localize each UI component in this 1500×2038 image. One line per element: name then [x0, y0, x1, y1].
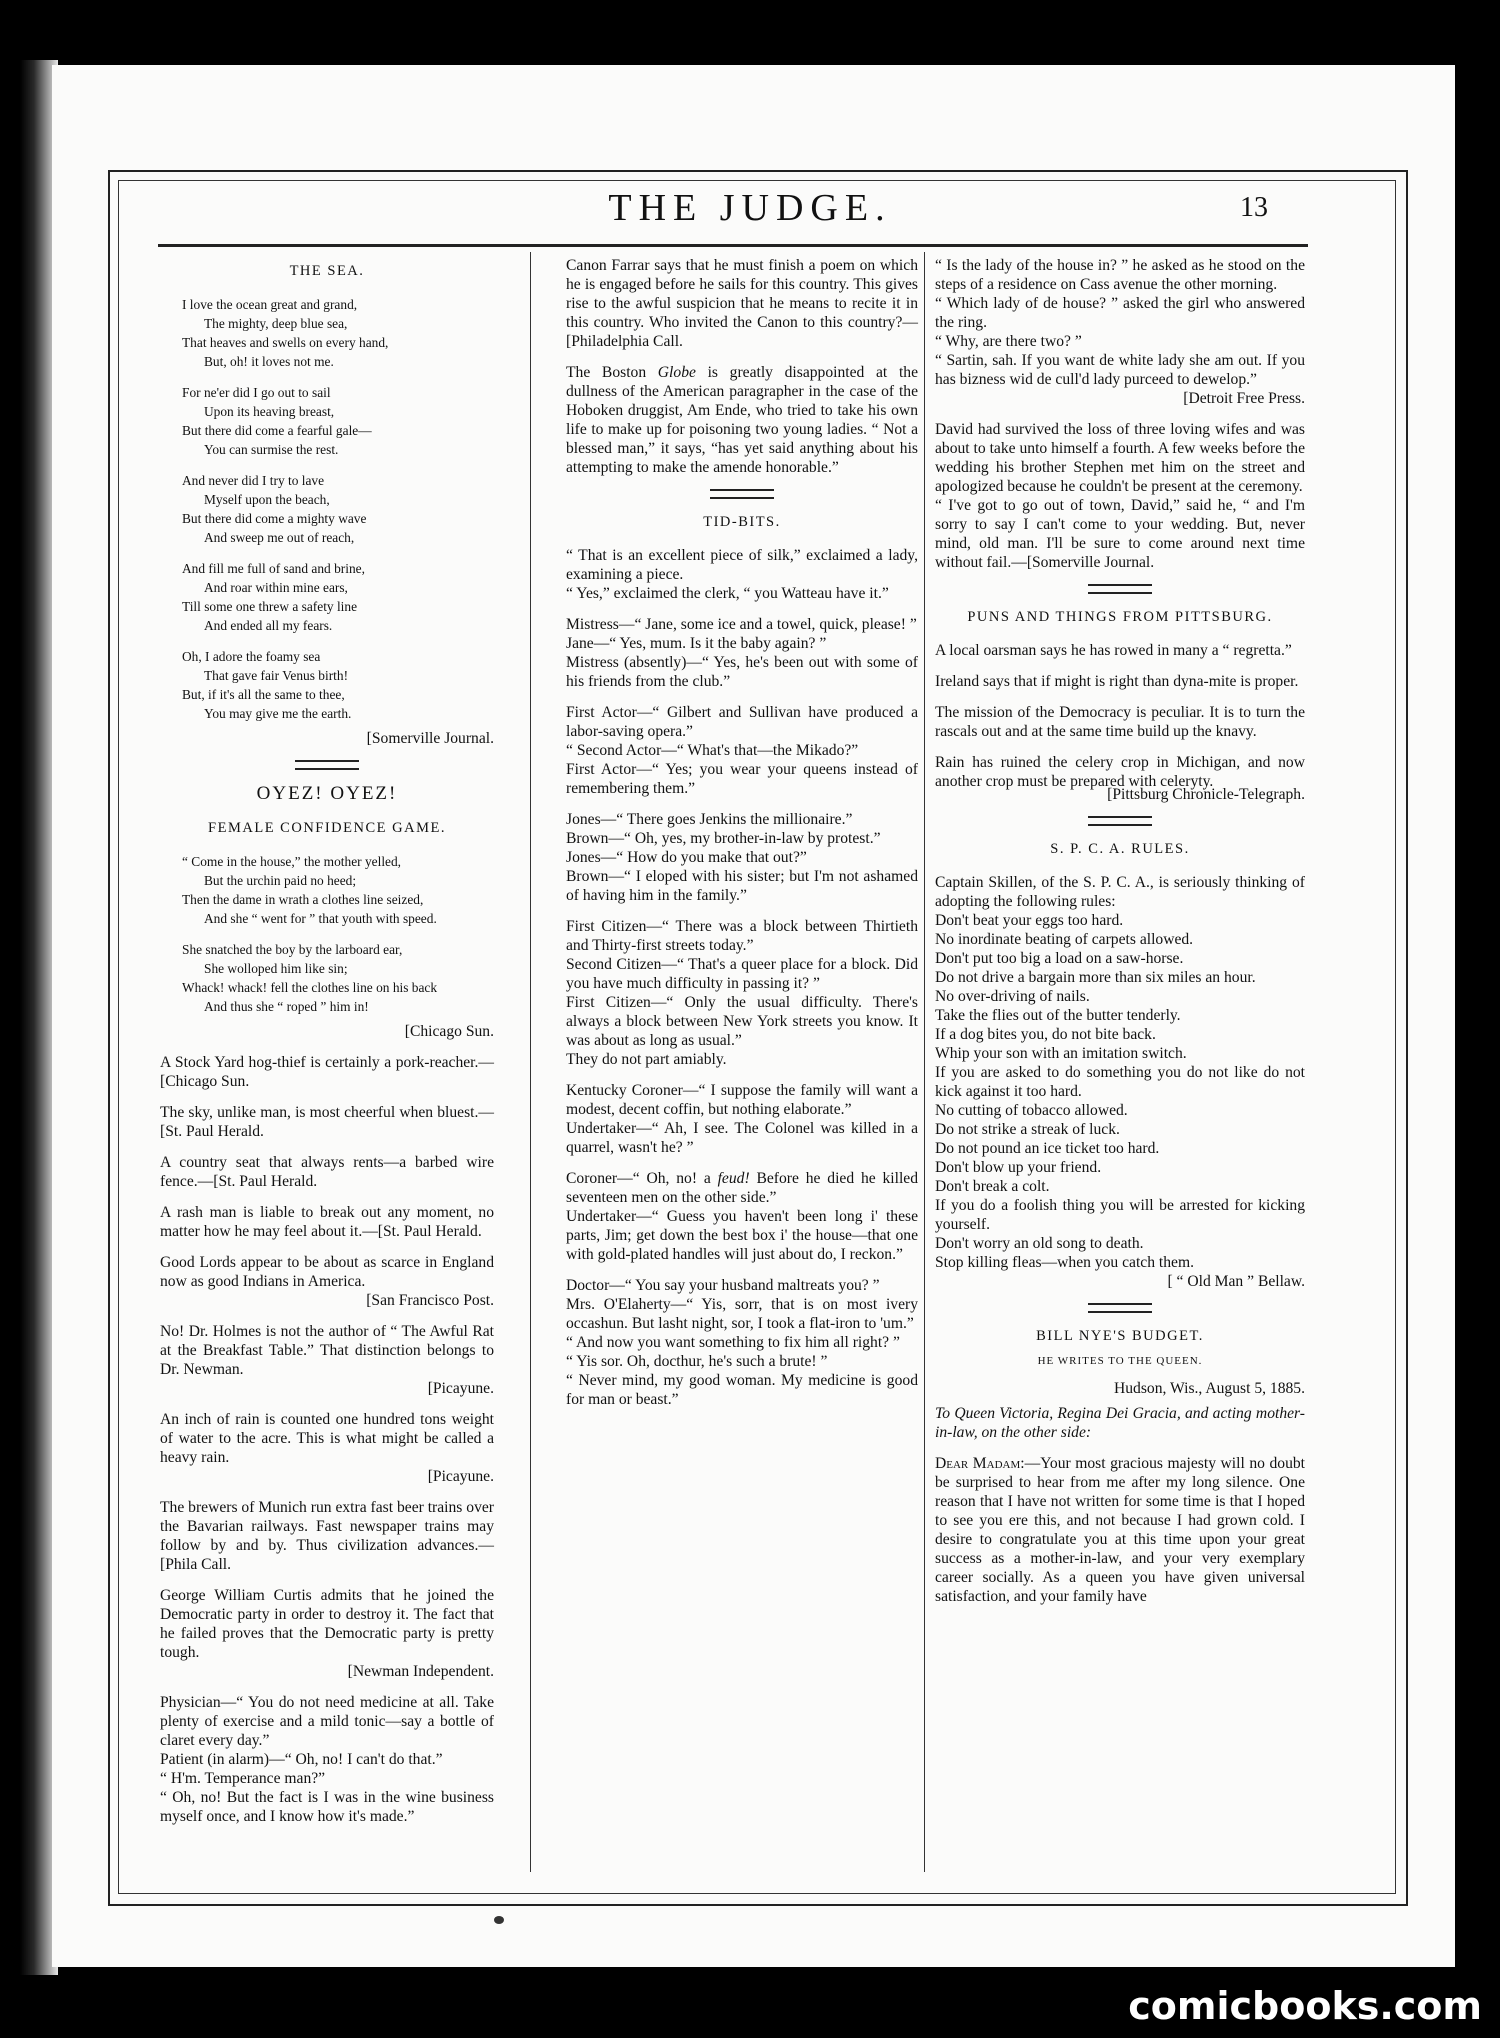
poem-line: And fill me full of sand and brine, [182, 561, 365, 576]
rule-item: If you are asked to do something you do not like do not kick against it too hard. [935, 1064, 1305, 1100]
tidbit-group [566, 546, 918, 603]
rule-item: Don't put too big a load on a saw-horse. [935, 950, 1184, 967]
ornament-rule [295, 760, 359, 770]
paragraph: Mistress (absently)—“ Yes, he's been out with some of his friends from the club.” [566, 654, 918, 690]
rule-item: Don't worry an old song to death. [935, 1235, 1144, 1252]
paragraph: Jane—“ Yes, mum. Is it the baby again? ” [566, 635, 827, 652]
address-line: To Queen Victoria, Regina Dei Gracia, and acting mother-in-law, on the other side: [935, 1405, 1305, 1441]
paragraph: Patient (in alarm)—“ Oh, no! I can't do that.” [160, 1751, 443, 1768]
rule-item: Don't blow up your friend. [935, 1159, 1102, 1176]
paragraph: A Stock Yard hog-thief is certainly a pork-reacher.—[Chicago Sun. [160, 1054, 494, 1090]
paragraph: Undertaker—“ Guess you haven't been long i' these parts, Jim; get down the best box i' the house—that one with gold-plated handles will just about do, I reckon.” [566, 1208, 918, 1263]
paragraph: They do not part amiably. [566, 1051, 727, 1068]
paragraph-boston-globe [566, 363, 918, 477]
poem-line: But, oh! it loves not me. [204, 354, 334, 369]
paragraph: A rash man is liable to break out any moment, no matter how he may feel about it.—[St. Paul Herald. [160, 1204, 494, 1240]
tidbits-list [566, 546, 918, 1157]
paragraph: “ Why, are there two? ” [935, 333, 1082, 350]
heading-tid-bits: TID-BITS. [703, 514, 781, 530]
paragraph: First Actor—“ Gilbert and Sullivan have produced a labor-saving opera.” [566, 704, 918, 740]
poem-line: But there did come a mighty wave [182, 511, 367, 526]
rule-item: No cutting of tobacco allowed. [935, 1102, 1128, 1119]
source-credit: [Pittsburg Chronicle-Telegraph. [1107, 786, 1305, 803]
column-divider [530, 252, 531, 1872]
poem-line: Till some one threw a safety line [182, 599, 358, 614]
tidbit-group [566, 1081, 918, 1157]
paragraph: Jones—“ There goes Jenkins the millionaire.” [566, 811, 853, 828]
heading-female-confidence-game: FEMALE CONFIDENCE GAME. [208, 820, 446, 836]
source-credit: [Chicago Sun. [404, 1023, 494, 1040]
paragraph: “ Yis sor. Oh, docthur, he's such a brute! ” [566, 1353, 828, 1370]
poem-line: And she “ went for ” that youth with speed. [204, 911, 437, 926]
tidbit-group [566, 615, 918, 691]
text: The Boston [566, 364, 658, 381]
paragraph-list [160, 1053, 494, 1826]
subheading-bill-nye: HE WRITES TO THE QUEEN. [1037, 1355, 1203, 1367]
poem-line: For ne'er did I go out to sail [182, 385, 331, 400]
paragraph: “ Yes,” exclaimed the clerk, “ you Watteau have it.” [566, 585, 889, 602]
poem-line: And sweep me out of reach, [204, 530, 355, 545]
source-credit: [Picayune. [427, 1380, 494, 1397]
poem-line: But, if it's all the same to thee, [182, 687, 345, 702]
stanza [182, 383, 494, 459]
paragraph [566, 1169, 918, 1207]
tidbit-group [566, 810, 918, 905]
paragraph: “ Sartin, sah. If you want de white lady she am out. If you has bizness wid de cull'd lady purceed to dewelop.” [935, 352, 1305, 388]
paragraph: The sky, unlike man, is most cheerful when bluest.—[St. Paul Herald. [160, 1104, 494, 1140]
heading-the-sea: THE SEA. [289, 263, 365, 279]
paragraph: First Actor—“ Yes; you wear your queens instead of remembering them.” [566, 761, 918, 797]
rule-item: Stop killing fleas—when you catch them. [935, 1254, 1194, 1271]
paragraph: Doctor—“ You say your husband maltreats you? ” [566, 1277, 880, 1294]
tidbit-group [566, 917, 918, 1069]
paragraph: The brewers of Munich run extra fast beer trains over the Bavarian railways. Fast newspaper trains may follow by and by. Thus civilization advances.—[Phila Call. [160, 1499, 494, 1573]
poem-line: And ended all my fears. [204, 618, 333, 633]
poem-line: And roar within mine ears, [204, 580, 348, 595]
paragraph: “ I've got to go out of town, David,” said he, “ and I'm sorry to say I can't come to your wedding. But, never mind, old man. I'll be sure to come around next time without fail.—[Somerville Journal. [935, 497, 1305, 571]
paragraph: A country seat that always rents—a barbed wire fence.—[St. Paul Herald. [160, 1154, 494, 1190]
poem-line: Whack! whack! fell the clothes line on his back [182, 980, 438, 995]
paragraph: The mission of the Democracy is peculiar. It is to turn the rascals out and at the same time build up the knavy. [935, 704, 1305, 740]
paragraph: “ H'm. Temperance man?” [160, 1770, 326, 1787]
salutation: Dear Madam: [935, 1455, 1025, 1472]
tidbit-group [566, 703, 918, 798]
page-number: 13 [1240, 192, 1268, 223]
poem-line: She snatched the boy by the larboard ear, [182, 942, 403, 957]
paragraph: A local oarsman says he has rowed in many a “ regretta.” [935, 642, 1292, 659]
poem-female-confidence-game [160, 852, 494, 1016]
source-credit: [Somerville Journal. [366, 730, 494, 747]
paragraph: David had survived the loss of three loving wifes and was about to take unto himself a fourth. A few weeks before the wedding his brother Stephen met him on the street and apologized because he couldn't be present at the ceremony. [935, 421, 1305, 495]
paragraph: Ireland says that if might is right than dyna-mite is proper. [935, 673, 1299, 690]
heading-spca-rules: S. P. C. A. RULES. [1050, 841, 1190, 857]
masthead-rule [158, 244, 1308, 247]
paragraph-group [935, 420, 1305, 572]
heading-oyez: OYEZ! OYEZ! [256, 783, 398, 804]
rule-item: No over-driving of nails. [935, 988, 1090, 1005]
paragraph: Physician—“ You do not need medicine at all. Take plenty of exercise and a mild tonic—say a bottle of claret every day.” [160, 1694, 494, 1749]
text: Coroner—“ Oh, no! a [566, 1170, 718, 1187]
rule-item: Do not drive a bargain more than six miles an hour. [935, 969, 1256, 986]
stanza [182, 940, 494, 1016]
paragraph-group [935, 641, 1305, 791]
dateline: Hudson, Wis., August 5, 1885. [1114, 1380, 1305, 1397]
paragraph: George William Curtis admits that he joined the Democratic party in order to destroy it. The fact that he failed proves that the Democratic party is pretty tough. [160, 1587, 494, 1661]
masthead-title: THE JUDGE. [608, 187, 892, 229]
paragraph: Rain has ruined the celery crop in Michigan, and now another crop must be prepared with celeryty. [935, 754, 1305, 790]
paragraph: Mistress—“ Jane, some ice and a towel, quick, please! ” [566, 616, 917, 633]
poem-the-sea [160, 295, 494, 723]
rule-item: Don't beat your eggs too hard. [935, 912, 1124, 929]
rule-item: Don't break a colt. [935, 1178, 1050, 1195]
poem-line: And thus she “ roped ” him in! [204, 999, 369, 1014]
paragraph: Mrs. O'Elaherty—“ Yis, sorr, that is on most ivery occashun. But lasht night, sor, I took a flat-iron to 'um.” [566, 1296, 918, 1332]
watermark: comicbooks.com [1128, 1984, 1482, 2028]
stanza [182, 852, 494, 928]
stanza [182, 295, 494, 371]
rule-item: If you do a foolish thing you will be arrested for kicking yourself. [935, 1197, 1305, 1233]
ornament-rule [1088, 584, 1152, 594]
paragraph: “ Is the lady of the house in? ” he asked as he stood on the steps of a residence on Cass avenue the other morning. [935, 257, 1305, 293]
paragraph: “ Second Actor—“ What's that—the Mikado?” [566, 742, 859, 759]
paragraph: Brown—“ I eloped with his sister; but I'm not ashamed of having him in the family.” [566, 868, 918, 904]
poem-line: You can surmise the rest. [204, 442, 339, 457]
poem-line: Upon its heaving breast, [204, 404, 335, 419]
paragraph: No! Dr. Holmes is not the author of “ The Awful Rat at the Breakfast Table.” That distinction belongs to Dr. Newman. [160, 1323, 494, 1378]
rule-item: Whip your son with an imitation switch. [935, 1045, 1187, 1062]
paragraph: First Citizen—“ Only the usual difficulty. There's always a block between New York streets you know. It was about as long as usual.” [566, 994, 918, 1049]
text: is greatly disappointed at the dullness of the American paragrapher in the case of the Hoboken druggist, Am Ende, who tried to take his own life to make up for poisoning two young ladies. “ Not a blessed man,” it says, “has yet said anything about his attempting to make the amende honorable.” [566, 364, 918, 476]
poem-line: And never did I try to lave [182, 473, 325, 488]
paragraph: Jones—“ How do you make that out?” [566, 849, 807, 866]
poem-line: I love the ocean great and grand, [182, 297, 358, 312]
tidbit-group [566, 1169, 918, 1264]
text: Before he died he killed seventeen men on the other side.” [566, 1170, 918, 1206]
poem-line: But the urchin paid no heed; [204, 873, 357, 888]
stanza [182, 559, 494, 635]
stanza [182, 471, 494, 547]
poem-line: She wolloped him like sin; [204, 961, 348, 976]
text-italic: Globe [657, 364, 696, 381]
paragraph-spca-intro: Captain Skillen, of the S. P. C. A., is seriously thinking of adopting the following rules: [935, 874, 1305, 910]
poem-line: Then the dame in wrath a clothes line seized, [182, 892, 424, 907]
paragraph: Second Citizen—“ That's a queer place for a block. Did you have much difficulty in passing it? ” [566, 956, 918, 992]
paragraph: “ Never mind, my good woman. My medicine is good for man or beast.” [566, 1372, 918, 1408]
rule-item: No inordinate beating of carpets allowed. [935, 931, 1194, 948]
paragraph: “ Which lady of de house? ” asked the girl who answered the ring. [935, 295, 1305, 331]
ornament-rule [1088, 816, 1152, 826]
paragraph: “ That is an excellent piece of silk,” exclaimed a lady, examining a piece. [566, 547, 918, 583]
paragraph-group [935, 256, 1305, 389]
source-credit: [Picayune. [427, 1468, 494, 1485]
stanza [182, 647, 494, 723]
heading-bill-nye: BILL NYE'S BUDGET. [1036, 1328, 1204, 1344]
paragraph: “ Oh, no! But the fact is I was in the wine business myself once, and I know how it's made.” [160, 1789, 494, 1825]
poem-line: That heaves and swells on every hand, [182, 335, 389, 350]
paragraph-letter [935, 1454, 1305, 1606]
paragraph: “ And now you want something to fix him all right? ” [566, 1334, 900, 1351]
source-credit: [Detroit Free Press. [1183, 390, 1305, 407]
poem-line: “ Come in the house,” the mother yelled, [182, 854, 402, 869]
rule-item: If a dog bites you, do not bite back. [935, 1026, 1156, 1043]
source-credit: [San Francisco Post. [366, 1292, 494, 1309]
poem-line: That gave fair Venus birth! [204, 668, 349, 683]
paragraph-canon-farrar: Canon Farrar says that he must finish a poem on which he is engaged before he sails for this country. This gives rise to the awful suspicion that he means to recite it in this country. Who invited the Canon to this country?—[Philadelphia Call. [566, 257, 918, 350]
column-1 [160, 256, 494, 1838]
text-italic: feud! [717, 1170, 750, 1187]
poem-line: You may give me the earth. [204, 706, 352, 721]
poem-line: The mighty, deep blue sea, [204, 316, 348, 331]
paragraph: Kentucky Coroner—“ I suppose the family will want a modest, decent coffin, but nothing elaborate.” [566, 1082, 918, 1118]
ornament-rule [710, 489, 774, 499]
rule-item: Do not strike a streak of luck. [935, 1121, 1120, 1138]
rule-item: Take the flies out of the butter tenderly. [935, 1007, 1181, 1024]
source-credit: [ “ Old Man ” Bellaw. [1167, 1273, 1305, 1290]
tidbit-group [566, 1276, 918, 1409]
paragraph: Good Lords appear to be about as scarce in England now as good Indians in America. [160, 1254, 494, 1290]
rule-item: Do not pound an ice ticket too hard. [935, 1140, 1160, 1157]
column-2 [566, 256, 918, 1421]
poem-line: Oh, I adore the foamy sea [182, 649, 321, 664]
book-spine-shadow [0, 60, 58, 1975]
paragraph: Undertaker—“ Ah, I see. The Colonel was killed in a quarrel, wasn't he? ” [566, 1120, 918, 1156]
poem-line: But there did come a fearful gale— [182, 423, 372, 438]
rules-list [935, 911, 1305, 1272]
poem-line: Myself upon the beach, [204, 492, 330, 507]
letter-body: —Your most gracious majesty will no doubt be surprised to hear from me after my long silence. One reason that I have not written for some time is that I hoped to see you ere this, and not because I had grown cold. I desire to congratulate you at this time upon your great success as a mother-in-law, and your very exemplary career socially. As a queen you have given universal satisfaction, and your family have [935, 1455, 1305, 1605]
column-divider [924, 252, 925, 1872]
paragraph: Brown—“ Oh, yes, my brother-in-law by protest.” [566, 830, 881, 847]
paragraph: An inch of rain is counted one hundred tons weight of water to the acre. This is what might be called a heavy rain. [160, 1411, 494, 1466]
column-3 [935, 256, 1305, 1618]
heading-puns-and-things: PUNS AND THINGS FROM PITTSBURG. [967, 609, 1273, 625]
paragraph: First Citizen—“ There was a block between Thirtieth and Thirty-first streets today.” [566, 918, 918, 954]
source-credit: [Newman Independent. [347, 1663, 494, 1680]
ornament-rule [1088, 1303, 1152, 1313]
ink-smudge [494, 1916, 504, 1924]
